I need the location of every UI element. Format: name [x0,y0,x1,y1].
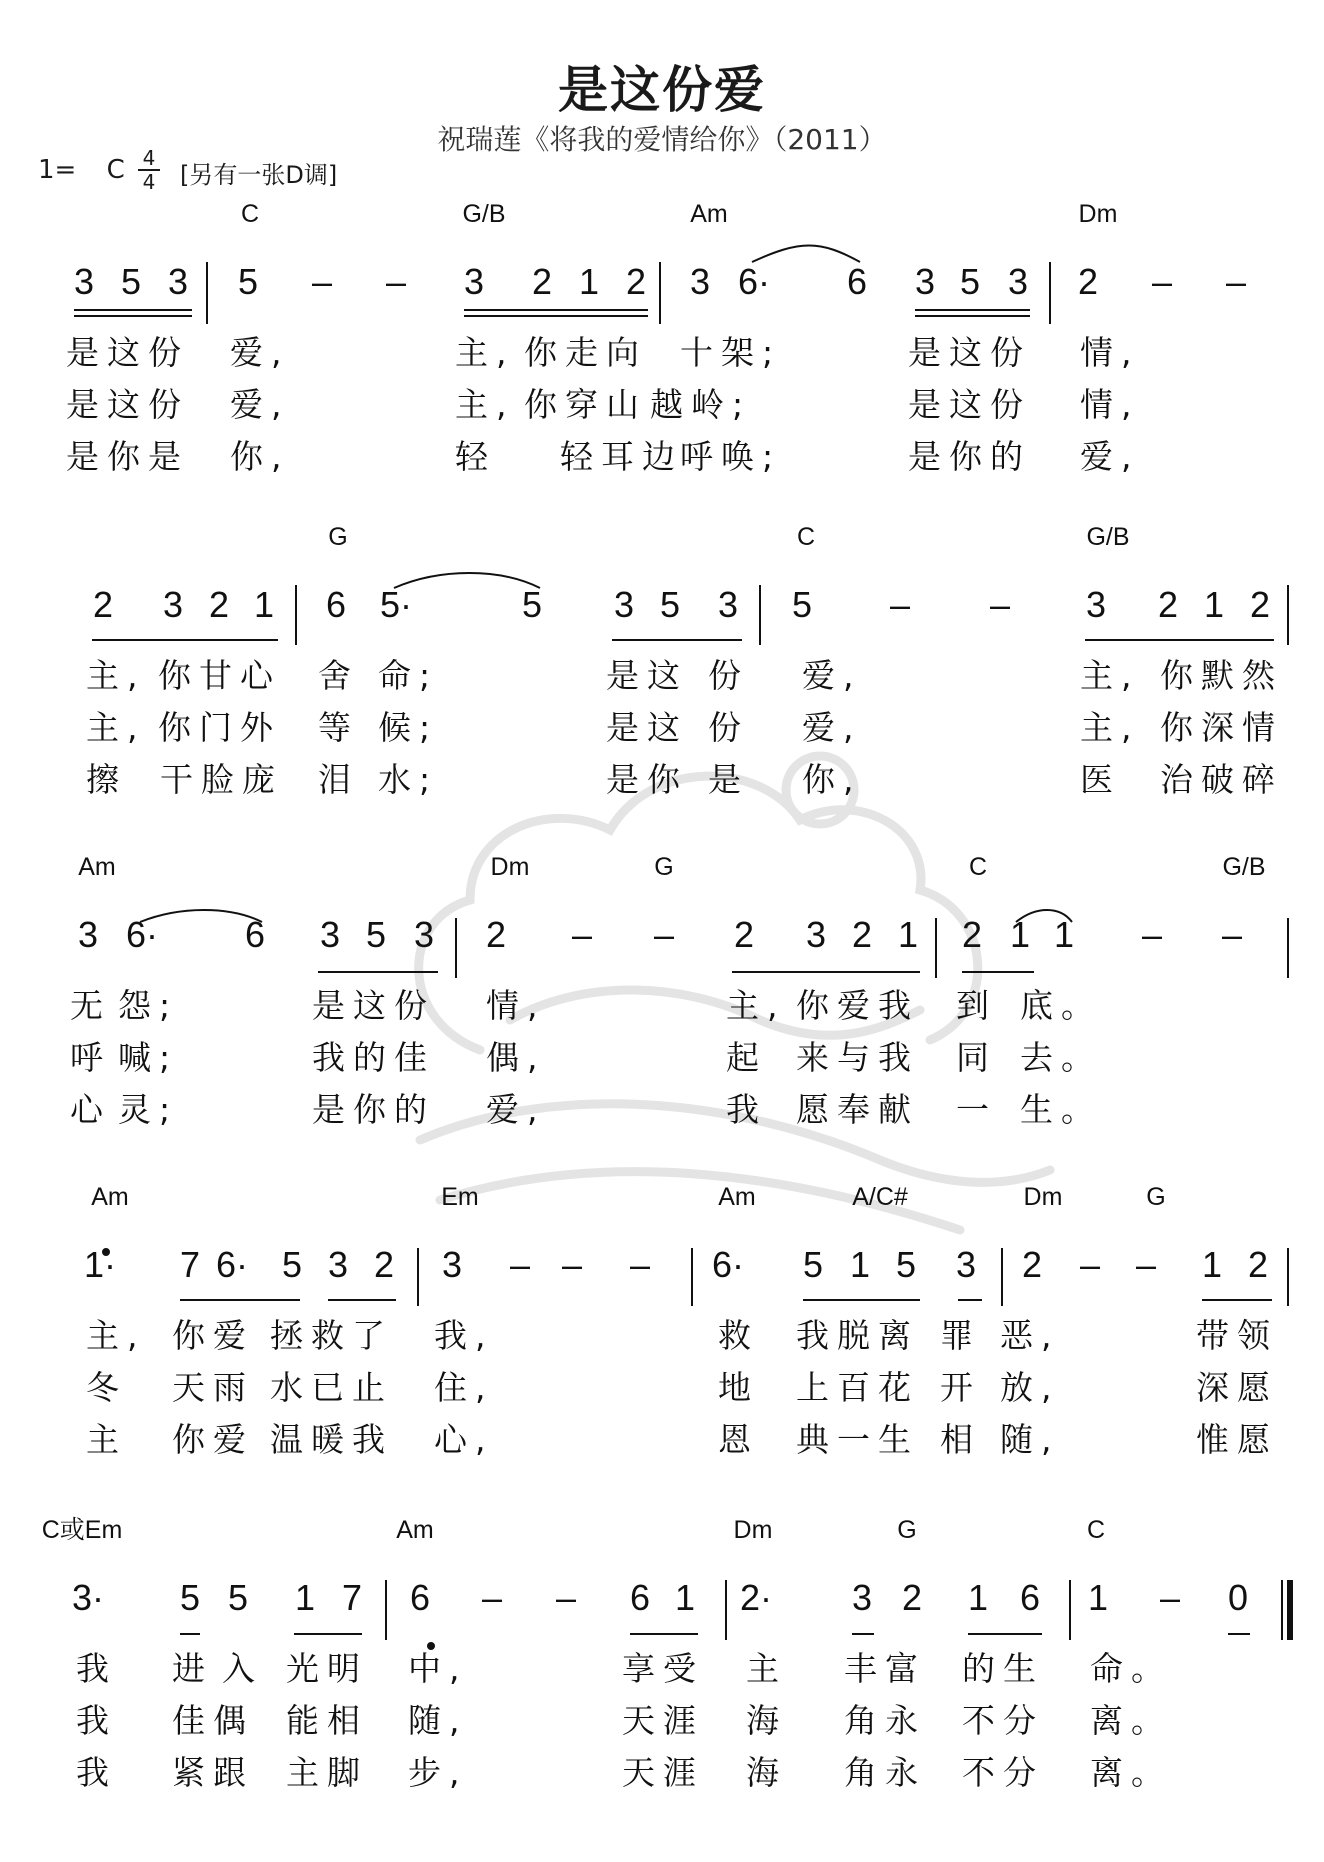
lyric-verse-1: 主, [455,333,515,372]
lyric-verse-3: 你, [802,760,862,799]
sustain-dash: – [1159,1577,1181,1618]
sustain-dash: – [311,261,333,302]
lyric-verse-2: 越岭; [650,385,752,424]
lyric-verse-2: 偶, [486,1038,546,1077]
lyric-verse-2: 爱, [230,385,290,424]
chord-symbol: A/C# [852,1183,908,1211]
chord-symbol: Am [690,200,728,228]
jianpu-note: 2 [1249,584,1271,625]
lyric-verse-3: 恩 [718,1420,759,1459]
jianpu-note: 5 [281,1244,303,1285]
lyric-verse-3: 天涯 [622,1753,704,1792]
lyric-verse-1: 带领 [1196,1316,1278,1355]
jianpu-note: 2 [208,584,230,625]
jianpu-note: 3 [1085,584,1107,625]
lyric-verse-3: 离。 [1090,1753,1172,1792]
chord-symbol: C或Em [41,1516,123,1544]
jianpu-note: 2 [92,584,114,625]
sustain-dash: – [889,584,911,625]
lyric-verse-1: 你爱 [172,1316,254,1355]
lyric-verse-1: 十架; [680,333,782,372]
sustain-dash: – [1079,1244,1101,1285]
jianpu-note: 6 [409,1577,431,1618]
lyric-verse-2: 离。 [1090,1701,1172,1740]
lyric-verse-1: 是这份 [908,333,1031,372]
jianpu-note: 5· [379,584,413,625]
chord-symbol: Am [91,1183,129,1211]
lyric-verse-1: 情, [1080,333,1140,372]
lyric-verse-2: 是这 [606,708,688,747]
jianpu-note: 5 [895,1244,917,1285]
sustain-dash: – [561,1244,583,1285]
lyric-verse-1: 到 [956,986,997,1025]
lyric-verse-2: 你深情 [1160,708,1283,747]
lyric-verse-1: 我, [434,1316,494,1355]
lyric-verse-1: 你爱我 [796,986,919,1025]
lyric-verse-2: 起 [726,1038,767,1077]
lyric-verse-3: 步, [408,1753,468,1792]
lyric-verse-2: 地 [718,1368,759,1407]
chord-symbol: G [328,523,348,551]
lyric-verse-3: 爱, [1080,437,1140,476]
lyric-verse-1: 主, [86,656,146,695]
chord-symbol: Dm [1078,200,1118,228]
jianpu-note: 1 [578,261,600,302]
jianpu-note: 7 [179,1244,201,1285]
jianpu-note: 3 [955,1244,977,1285]
jianpu-note: 5 [659,584,681,625]
jianpu-note: 1 [897,914,919,955]
jianpu-note: 2 [901,1577,923,1618]
lyric-verse-1: 你甘心 [158,656,281,695]
lyric-verse-3: 温暖我 [270,1420,393,1459]
chord-symbol: C [796,523,816,551]
jianpu-note: 3 [413,914,435,955]
lyric-verse-1: 罪 [940,1316,981,1355]
jianpu-note: 1 [253,584,275,625]
jianpu-note: 3 [162,584,184,625]
lyric-verse-1: 享受 [622,1649,704,1688]
chord-symbol: Dm [490,853,530,881]
lyric-verse-1: 救 [718,1316,759,1355]
lyric-verse-2: 来与我 [796,1038,919,1077]
lyric-verse-1: 你默然 [1160,656,1283,695]
lyric-verse-3: 我 [726,1090,767,1129]
lyric-verse-3: 惟愿 [1196,1420,1278,1459]
lyric-verse-2: 住, [434,1368,494,1407]
jianpu-note: 5 [365,914,387,955]
lyric-verse-1: 是这份 [312,986,435,1025]
jianpu-note: 3 [463,261,485,302]
jianpu-note: 3 [167,261,189,302]
lyric-verse-3: 擦 [86,760,127,799]
lyric-verse-3: 海 [746,1753,787,1792]
chord-symbol: G/B [1222,853,1266,881]
sustain-dash: – [1135,1244,1157,1285]
jianpu-note: 2 [1021,1244,1043,1285]
sustain-dash: – [555,1577,577,1618]
lyric-verse-3: 主脚 [286,1753,368,1792]
jianpu-note: 3 [327,1244,349,1285]
lyric-verse-3: 你爱 [172,1420,254,1459]
sustain-dash: – [571,914,593,955]
jianpu-note: 3 [914,261,936,302]
lyric-verse-2: 主, [1080,708,1140,747]
jianpu-note: 3 [441,1244,463,1285]
jianpu-note: 2 [373,1244,395,1285]
jianpu-note: 6· [125,914,159,955]
lyric-verse-3: 医 [1080,760,1121,799]
lyric-verse-3: 紧跟 [172,1753,254,1792]
lyric-verse-3: 心 [70,1090,111,1129]
key-tonic: C [106,155,125,185]
jianpu-note: 6· [215,1244,249,1285]
jianpu-note: 1 [674,1577,696,1618]
sustain-dash: – [481,1577,503,1618]
jianpu-note: 1· [83,1244,117,1285]
jianpu-note: 1 [849,1244,871,1285]
lyric-verse-3: 是 [708,760,749,799]
lyric-verse-3: 爱, [486,1090,546,1129]
lyric-verse-1: 中, [408,1649,468,1688]
lyric-verse-3: 一 [956,1090,997,1129]
sustain-dash: – [653,914,675,955]
lyric-verse-3: 是你的 [908,437,1031,476]
jianpu-note: 2 [625,261,647,302]
jianpu-note: 3· [71,1577,105,1618]
lyric-verse-2: 海 [746,1701,787,1740]
lyric-verse-1: 舍 [318,656,359,695]
jianpu-note: 6· [737,261,771,302]
sustain-dash: – [1141,914,1163,955]
lyric-verse-1: 进 [172,1649,213,1688]
song-title: 是这份爱 [558,61,766,119]
lyric-verse-3: 不分 [962,1753,1044,1792]
lyric-verse-1: 是这 [606,656,688,695]
jianpu-note: 3 [319,914,341,955]
lyric-verse-1: 拯救了 [270,1316,393,1355]
lyric-verse-3: 我 [76,1753,117,1792]
jianpu-note: 5 [120,261,142,302]
lyric-verse-3: 角永 [844,1753,926,1792]
jianpu-note: 7 [341,1577,363,1618]
barlines-row-5 [386,1580,1290,1640]
lyric-verse-2: 随, [408,1701,468,1740]
jianpu-note: 1 [294,1577,316,1618]
lyric-verse-1: 爱, [230,333,290,372]
lyric-verse-2: 爱, [802,708,862,747]
jianpu-note: 3 [73,261,95,302]
sustain-dash: – [385,261,407,302]
lyric-verse-1: 主 [746,1649,787,1688]
chord-symbol: C [240,200,260,228]
lyric-verse-1: 主, [86,1316,146,1355]
jianpu-note: 6· [711,1244,745,1285]
lyric-verse-2: 角永 [844,1701,926,1740]
lyric-verse-1: 底。 [1020,986,1102,1025]
time-bottom: 4 [138,169,160,193]
jianpu-note: 3 [851,1577,873,1618]
lyric-verse-2: 我 [76,1701,117,1740]
lyric-verse-2: 份 [708,708,749,747]
jianpu-note: 6 [629,1577,651,1618]
time-top: 4 [142,146,156,170]
chord-symbol: Dm [1023,1183,1063,1211]
lyric-verse-3: 水; [378,760,439,799]
sustain-dash: – [509,1244,531,1285]
lyric-verse-1: 主, [1080,656,1140,695]
lyric-verse-1: 无 [70,986,111,1025]
jianpu-note: 5 [237,261,259,302]
jianpu-note: 2 [1157,584,1179,625]
jianpu-note: 3 [717,584,739,625]
jianpu-note: 5 [521,584,543,625]
lyric-verse-1: 你走向 [524,333,647,372]
lyric-verse-3: 心, [434,1420,494,1459]
lyric-verse-2: 同 [956,1038,997,1077]
lyric-verse-3: 愿奉献 [796,1090,919,1129]
lyric-verse-2: 呼 [70,1038,111,1077]
lyric-verse-3: 轻耳边 [560,437,683,476]
lyric-verse-3: 相 [940,1420,981,1459]
sustain-dash: – [989,584,1011,625]
lyric-verse-3: 生。 [1020,1090,1102,1129]
lyric-verse-1: 恶, [1000,1316,1060,1355]
lyric-verse-3: 灵; [118,1090,179,1129]
lyric-verse-1: 我脱离 [796,1316,919,1355]
lyric-verse-2: 冬 [86,1368,127,1407]
chord-symbol: G [1146,1183,1166,1211]
jianpu-note: 1 [1009,914,1031,955]
chord-symbol: Em [441,1183,479,1211]
lyric-verse-2: 主, [86,708,146,747]
lyric-verse-2: 上百花 [796,1368,919,1407]
lyric-verse-1: 爱, [802,656,862,695]
beams-row-3 [140,910,1075,972]
sustain-dash: – [1225,261,1247,302]
jianpu-note: 1 [1201,1244,1223,1285]
song-subtitle: 祝瑞莲《将我的爱情给你》（2011） [437,123,887,156]
jianpu-note: 2 [851,914,873,955]
lyric-verse-1: 主, [726,986,786,1025]
jianpu-note: 3 [77,914,99,955]
jianpu-note: 1 [1087,1577,1109,1618]
lyric-verse-2: 放, [1000,1368,1060,1407]
lyric-verse-2: 去。 [1020,1038,1102,1077]
lyric-verse-3: 是你 [606,760,688,799]
jianpu-note: 2 [1077,261,1099,302]
lyric-verse-2: 不分 [962,1701,1044,1740]
lyric-verse-2: 开 [940,1368,981,1407]
jianpu-note: 1 [1203,584,1225,625]
lyric-verse-3: 是你是 [66,437,189,476]
lyric-verse-2: 天涯 [622,1701,704,1740]
lyric-verse-3: 典一生 [796,1420,919,1459]
jianpu-note: 0 [1227,1577,1249,1618]
lyric-verse-2: 等 [318,708,359,747]
lyric-verse-3: 干脸庞 [160,760,283,799]
lyric-verse-2: 主, [455,385,515,424]
jianpu-note: 5 [802,1244,824,1285]
chord-symbol: C [1086,1516,1106,1544]
lyric-verse-2: 水已止 [270,1368,393,1407]
chord-symbol: G/B [462,200,506,228]
jianpu-note: 2· [739,1577,773,1618]
jianpu-note: 6 [244,914,266,955]
jianpu-note: 1 [1053,914,1075,955]
lyric-verse-1: 丰富 [844,1649,926,1688]
lyric-verse-2: 天雨 [172,1368,254,1407]
score-text-layer [42,200,1283,1792]
lyric-verse-3: 是你的 [312,1090,435,1129]
chord-symbol: Am [396,1516,434,1544]
jianpu-note: 3 [1007,261,1029,302]
chord-symbol: G/B [1086,523,1130,551]
lyric-verse-1: 命; [378,656,439,695]
beams-row-5 [180,1634,1250,1649]
lyric-verse-1: 光明 [286,1649,368,1688]
alternate-key-note: [另有一张D调] [180,161,338,189]
lyric-verse-2: 深愿 [1196,1368,1278,1407]
lyric-verse-3: 你, [230,437,290,476]
jianpu-note: 2 [531,261,553,302]
lyric-verse-2: 喊; [118,1038,179,1077]
jianpu-note: 2 [733,914,755,955]
sustain-dash: – [629,1244,651,1285]
jianpu-note: 5 [227,1577,249,1618]
jianpu-note: 2 [1247,1244,1269,1285]
chord-symbol: C [968,853,988,881]
chord-symbol: Dm [733,1516,773,1544]
lyric-verse-1: 是这份 [66,333,189,372]
key-label: 1= [38,155,77,185]
lyric-verse-1: 情, [486,986,546,1025]
chord-symbol: G [897,1516,917,1544]
lyric-verse-2: 情, [1080,385,1140,424]
lyric-verse-2: 你门外 [158,708,281,747]
chord-symbol: Am [78,853,116,881]
jianpu-note: 2 [485,914,507,955]
lyric-verse-2: 是这份 [908,385,1031,424]
lyric-verse-1: 的生 [962,1649,1044,1688]
jianpu-note: 5 [959,261,981,302]
sustain-dash: – [1151,261,1173,302]
lyric-verse-1: 入 [222,1649,263,1688]
lyric-verse-2: 我的佳 [312,1038,435,1077]
lyric-verse-3: 随, [1000,1420,1060,1459]
jianpu-note: 1 [967,1577,989,1618]
lyric-verse-2: 佳偶 [172,1701,254,1740]
jianpu-note: 5 [791,584,813,625]
sustain-dash: – [1221,914,1243,955]
lyric-verse-2: 能相 [286,1701,368,1740]
lyric-verse-3: 治破碎 [1160,760,1283,799]
lyric-verse-1: 我 [76,1649,117,1688]
lyric-verse-3: 主 [86,1420,127,1459]
jianpu-note: 3 [805,914,827,955]
jianpu-note: 6 [1019,1577,1041,1618]
lyric-verse-1: 命。 [1090,1649,1172,1688]
lyric-verse-2: 是这份 [66,385,189,424]
lyric-verse-1: 份 [708,656,749,695]
chord-symbol: G [654,853,674,881]
lyric-verse-2: 你穿山 [524,385,647,424]
jianpu-note: 6 [325,584,347,625]
jianpu-note: 5 [179,1577,201,1618]
lyric-verse-1: 怨; [118,986,179,1025]
lyric-verse-3: 轻 [455,437,496,476]
chord-symbol: Am [718,1183,756,1211]
lyric-verse-3: 呼唤; [680,437,782,476]
jianpu-note: 2 [961,914,983,955]
lyric-verse-2: 候; [378,708,439,747]
jianpu-note: 6 [846,261,868,302]
jianpu-note: 3 [689,261,711,302]
jianpu-note: 3 [613,584,635,625]
lyric-verse-3: 泪 [318,760,359,799]
